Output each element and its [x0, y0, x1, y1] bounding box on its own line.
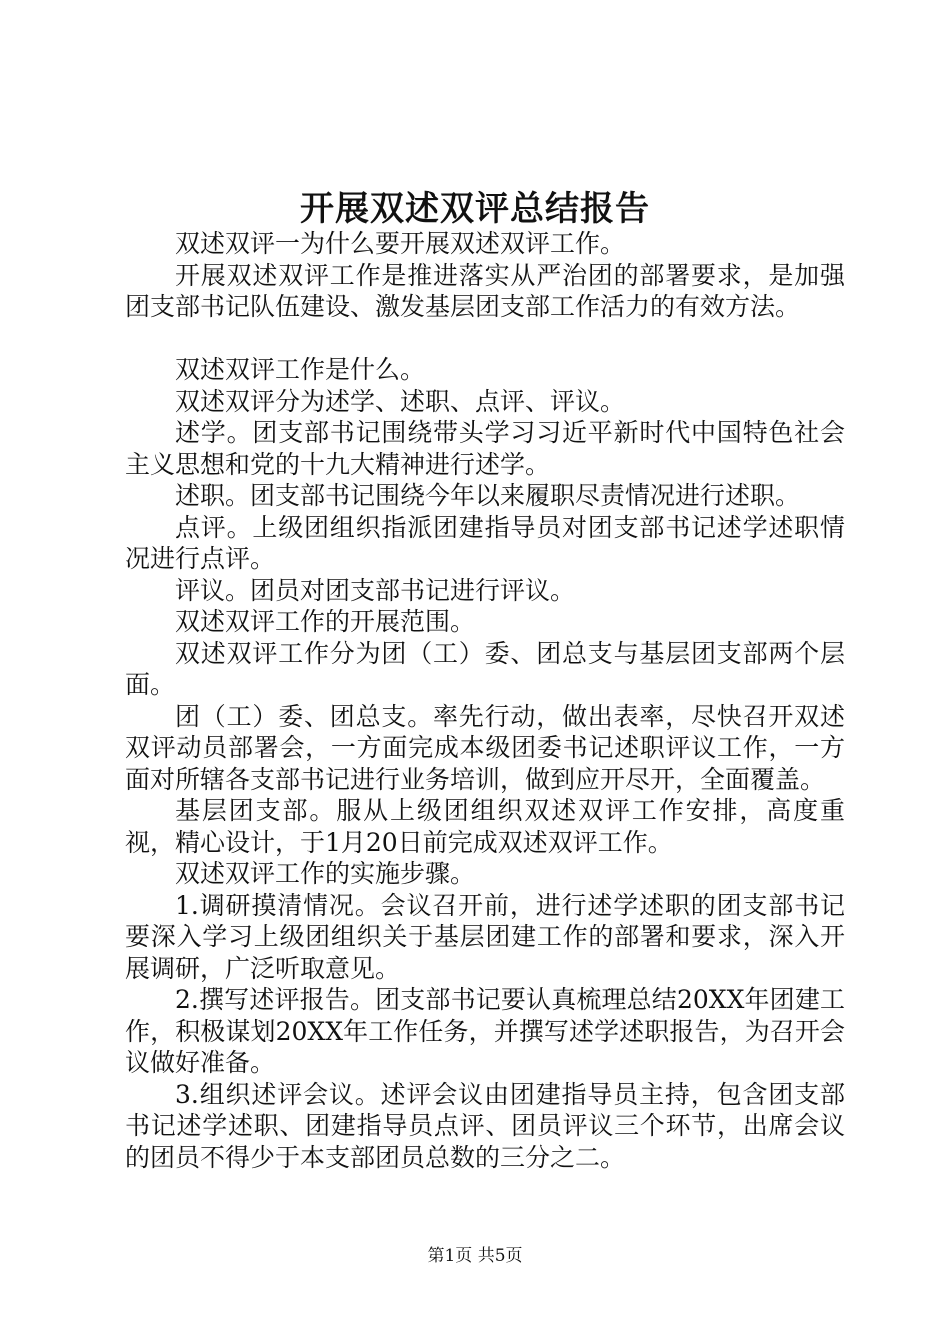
paragraph: 团（工）委、团总支。率先行动，做出表率，尽快召开双述双评动员部署会，一方面完成本级团委书记述职评议工作，一方面对所辖各支部书记进行业务培训，做到应开尽开，全面覆盖。	[125, 701, 845, 794]
paragraph: 双述双评分为述学、述职、点评、评议。	[175, 386, 626, 416]
paragraph: 开展双述双评工作是推进落实从严治团的部署要求，是加强团支部书记队伍建设、激发基层团支部工作活力的有效方法。	[125, 260, 845, 321]
paragraph: 点评。上级团组织指派团建指导员对团支部书记述学述职情况进行点评。	[125, 512, 845, 573]
paragraph: 双述双评工作是什么。	[175, 355, 426, 384]
paragraph: 双述双评工作的实施步骤。	[175, 859, 476, 888]
paragraph: 双述双评工作的开展范围。	[175, 607, 476, 636]
paragraph: 述学。团支部书记围绕带头学习习近平新时代中国特色社会主义思想和党的十九大精神进行述学。	[125, 418, 845, 479]
paragraph: 1.调研摸清情况。会议召开前，进行述学述职的团支部书记要深入学习上级团组织关于基层团建工作的部署和要求，深入开展调研，广泛听取意见。	[125, 890, 845, 983]
paragraph: 评议。团员对团支部书记进行评议。	[175, 575, 576, 605]
paragraph: 双述双评工作分为团（工）委、团总支与基层团支部两个层面。	[125, 638, 845, 699]
paragraph: 基层团支部。服从上级团组织双述双评工作安排，高度重视，精心设计，于1月20日前完成双述双评工作。	[125, 796, 845, 857]
paragraph: 3.组织述评会议。述评会议由团建指导员主持，包含团支部书记述学述职、团建指导员点评、团员评议三个环节，出席会议的团员不得少于本支部团员总数的三分之二。	[125, 1079, 845, 1172]
page-footer: 第1页 共5页	[427, 1246, 523, 1266]
document-title: 开展双述双评总结报告	[300, 189, 650, 229]
paragraph: 述职。团支部书记围绕今年以来履职尽责情况进行述职。	[175, 481, 801, 510]
document-body	[125, 228, 845, 1173]
paragraph: 双述双评一为什么要开展双述双评工作。	[175, 229, 626, 258]
paragraph: 2.撰写述评报告。团支部书记要认真梳理总结20XX年团建工作，积极谋划20XX年工作任务，并撰写述学述职报告，为召开会议做好准备。	[125, 985, 845, 1077]
